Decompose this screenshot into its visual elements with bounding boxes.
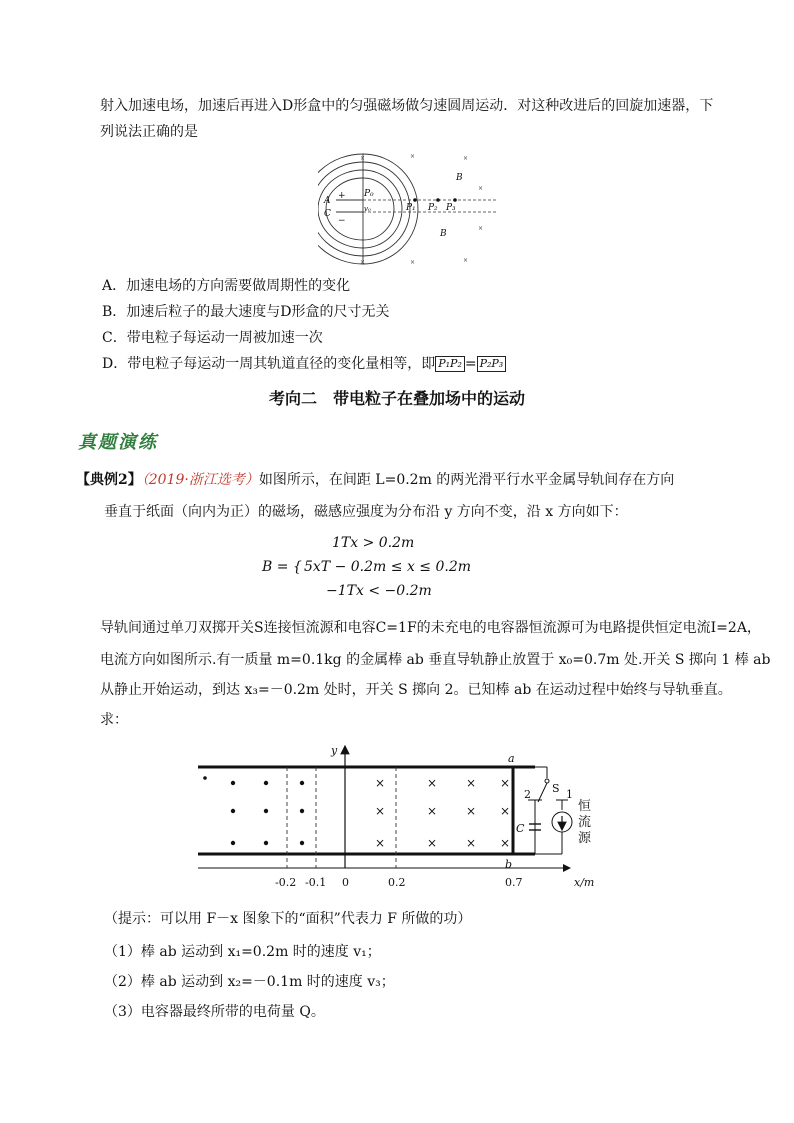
label-pos-1: 1 <box>566 788 573 801</box>
question-1: （1）棒 ab 运动到 x₁=0.2m 时的速度 v₁； <box>104 944 381 960</box>
intro-line-2: 列说法正确的是 <box>100 124 198 140</box>
example-line-3: 导轨间通过单刀双掷开关S连接恒流源和电容C=1F的未充电的电容器恒流源可为电路提供恒定电流I=2A， <box>100 620 761 636</box>
question-3: （3）电容器最终所带的电荷量 Q。 <box>104 1004 325 1020</box>
svg-text:×: × <box>465 776 477 790</box>
hint-text: （提示：可以用 F－x 图象下的“面积”代表力 F 所做的功） <box>104 911 472 927</box>
formula-right: P₂P₃ <box>477 356 507 372</box>
piecewise-row-3: −1Tx < −0.2m <box>326 583 432 599</box>
svg-text:×: × <box>499 804 511 818</box>
axis-y-label: y <box>331 744 338 757</box>
svg-text:×: × <box>478 225 484 232</box>
tick-0-7: 0.7 <box>505 876 523 889</box>
source-char-2: 流 <box>578 815 592 830</box>
option-b: B．加速后粒子的最大速度与D形盒的尺寸无关 <box>102 304 390 320</box>
source-char-1: 恒 <box>578 799 592 814</box>
option-c: C．带电粒子每运动一周被加速一次 <box>102 330 323 346</box>
svg-text:×: × <box>426 804 438 818</box>
svg-text:×: × <box>374 836 386 850</box>
example-line-4: 电流方向如图所示.有一质量 m=0.1kg 的金属棒 ab 垂直导轨静止放置于 x₀=0.7m 处.开关 S 掷向 1 棒 ab <box>100 652 771 668</box>
svg-text:×: × <box>463 257 469 264</box>
svg-text:×: × <box>426 776 438 790</box>
tick-0-2: 0.2 <box>388 876 406 889</box>
piecewise-row-2: 5xT − 0.2m ≤ x ≤ 0.2m <box>304 559 472 575</box>
option-d-text: D．带电粒子每运动一周其轨道直径的变化量相等，即 <box>102 356 436 372</box>
svg-text:×: × <box>465 804 477 818</box>
piecewise-lhs: B = { <box>262 559 302 575</box>
section-title: 考向二 带电粒子在叠加场中的运动 <box>268 389 525 408</box>
axis-x-label: x/m <box>574 876 595 889</box>
label-pos-2: 2 <box>524 788 531 801</box>
formula-left: P₁P₂ <box>435 356 465 372</box>
svg-text:×: × <box>374 804 386 818</box>
example-text-1: 如图所示，在间距 L=0.2m 的两光滑平行水平金属导轨间存在方向 <box>258 472 675 488</box>
label-a: A <box>324 196 331 206</box>
example-line-6: 求： <box>100 712 128 728</box>
tick-neg-0-1: -0.1 <box>305 876 327 889</box>
svg-text:×: × <box>360 155 366 162</box>
example-source: （2019·浙江选考） <box>141 472 259 488</box>
label-switch: S <box>552 782 560 795</box>
option-d <box>102 354 506 374</box>
svg-text:×: × <box>426 836 438 850</box>
svg-text:×: × <box>499 836 511 850</box>
svg-text:×: × <box>499 776 511 790</box>
label-p2: P₂ <box>428 203 438 213</box>
label-p1: P₁ <box>406 203 416 213</box>
label-plus: + <box>338 191 346 201</box>
intro-line-1: 射入加速电场，加速后再进入D形盒中的匀强磁场做匀速圆周运动．对这种改进后的回旋加速器，下 <box>100 98 714 114</box>
svg-text:×: × <box>410 153 416 160</box>
tick-neg-0-2: -0.2 <box>275 876 297 889</box>
label-minus: − <box>338 216 346 226</box>
example-line-2: 垂直于纸面（向内为正）的磁场，磁感应强度为分布沿 y 方向不变，沿 x 方向如下： <box>104 504 628 520</box>
svg-text:×: × <box>478 185 484 192</box>
example-line-5: 从静止开始运动，到达 x₃=－0.2m 处时，开关 S 掷向 2。已知棒 ab 在运动过程中始终与导轨垂直。 <box>100 682 732 698</box>
svg-text:×: × <box>410 259 416 266</box>
label-v0: v₀ <box>364 205 371 213</box>
formula-eq: = <box>464 356 477 372</box>
option-a: A．加速电场的方向需要做周期性的变化 <box>102 278 351 294</box>
label-a-end: a <box>508 752 515 765</box>
rails-figure <box>190 740 620 892</box>
label-b-end: b <box>505 858 513 871</box>
example-line-1 <box>76 470 674 490</box>
svg-text:×: × <box>465 836 477 850</box>
label-b-bottom: B <box>440 229 447 239</box>
label-b-top: B <box>456 173 463 183</box>
practice-stamp: 真题演练 <box>78 432 158 453</box>
example-label: 【典例2】 <box>76 472 142 488</box>
label-p3: P₃ <box>446 203 456 213</box>
label-p0: P₀ <box>364 189 374 199</box>
label-c: C <box>324 209 331 219</box>
svg-text:×: × <box>360 259 366 266</box>
question-2: （2）棒 ab 运动到 x₂=－0.1m 时的速度 v₃； <box>104 974 395 990</box>
piecewise-row-1: 1Tx > 0.2m <box>332 535 415 551</box>
svg-text:×: × <box>463 155 469 162</box>
cyclotron-figure <box>318 150 503 268</box>
source-char-3: 源 <box>578 831 592 846</box>
tick-0: 0 <box>342 876 349 889</box>
label-capacitor: C <box>516 822 525 835</box>
svg-text:×: × <box>374 776 386 790</box>
